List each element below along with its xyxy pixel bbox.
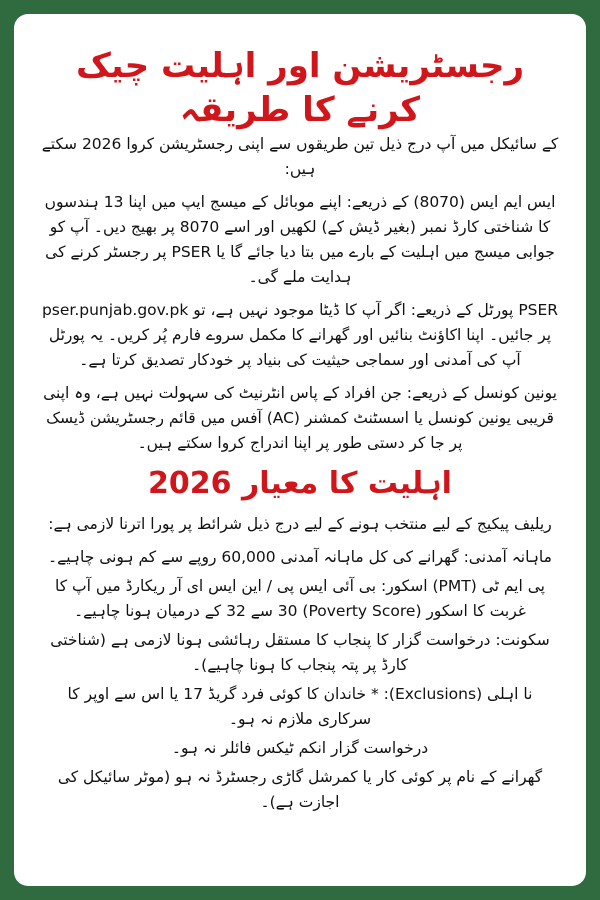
portal-method: PSER پورٹل کے ذریعے: اگر آپ کا ڈیٹا موجود نہیں ہے، تو pser.punjab.gov.pk پر جائیں۔ اپنا اکاؤنٹ بنائیں اور گھرانے کا مکمل سروے فارم پُر کریں۔ یہ پورٹل آپ کی آمدنی اور سماجی حیثیت کی بنیاد پر خودکار تصدیق کرتا ہے۔	[41, 301, 559, 369]
registration-title: رجسٹریشن اور اہلیت چیک کرنے کا طریقہ	[75, 46, 525, 130]
tax-filer-criterion: درخواست گزار انکم ٹیکس فائلر نہ ہو۔	[171, 739, 429, 757]
registration-intro: کے سائیکل میں آپ درج ذیل تین طریقوں سے اپنی رجسٹریشن کروا 2026 سکتے ہیں:	[41, 135, 559, 178]
union-council-method: یونین کونسل کے ذریعے: جن افراد کے پاس انٹرنیٹ کی سہولت نہیں ہے، وہ اپنی قریبی یونین کونسل یا اسسٹنٹ کمشنر (AC) آفس میں قائم رجسٹریشن ڈیسک پر جا کر دستی طور پر اپنا اندراج کروا سکتے ہیں۔	[43, 384, 557, 452]
eligibility-intro: ریلیف پیکیج کے لیے منتخب ہونے کے لیے درج ذیل شرائط پر پورا اترنا لازمی ہے:	[48, 515, 552, 533]
vehicle-criterion: گھرانے کے نام پر کوئی کار یا کمرشل گاڑی رجسٹرڈ نہ ہو (موٹر سائیکل کی اجازت ہے)۔	[57, 768, 543, 811]
income-criterion: ماہانہ آمدنی: گھرانے کی کل ماہانہ آمدنی 60,000 روپے سے کم ہونی چاہیے۔	[48, 548, 552, 566]
info-card	[14, 14, 586, 886]
exclusions-criterion: نا اہلی (Exclusions): * خاندان کا کوئی فرد گریڈ 17 یا اس سے اوپر کا سرکاری ملازم نہ ہو۔	[67, 685, 533, 728]
eligibility-title: اہلیت کا معیار 2026	[148, 466, 452, 501]
residence-criterion: سکونت: درخواست گزار کا پنجاب کا مستقل رہائشی ہونا لازمی ہے (شناختی کارڈ پر پتہ پنجاب کا ہونا چاہیے)۔	[50, 631, 550, 674]
sms-method: ایس ایم ایس (8070) کے ذریعے: اپنے موبائل کے میسج ایپ میں اپنا 13 ہندسوں کا شناختی کارڈ نمبر (بغیر ڈیش کے) لکھیں اور اسے 8070 پر بھیج دیں۔ آپ کو جوابی میسج میں اہلیت کے بارے میں بتا دیا جائے گا یا PSER پر رجسٹر کرنے کی ہدایت ملے گی۔	[44, 193, 556, 286]
pmt-criterion: پی ایم ٹی (PMT) اسکور: بی آئی ایس پی / این ایس ای آر ریکارڈ میں آپ کا غربت کا اسکور (Poverty Score) 30 سے 32 کے درمیان ہونا چاہیے۔	[55, 577, 545, 620]
